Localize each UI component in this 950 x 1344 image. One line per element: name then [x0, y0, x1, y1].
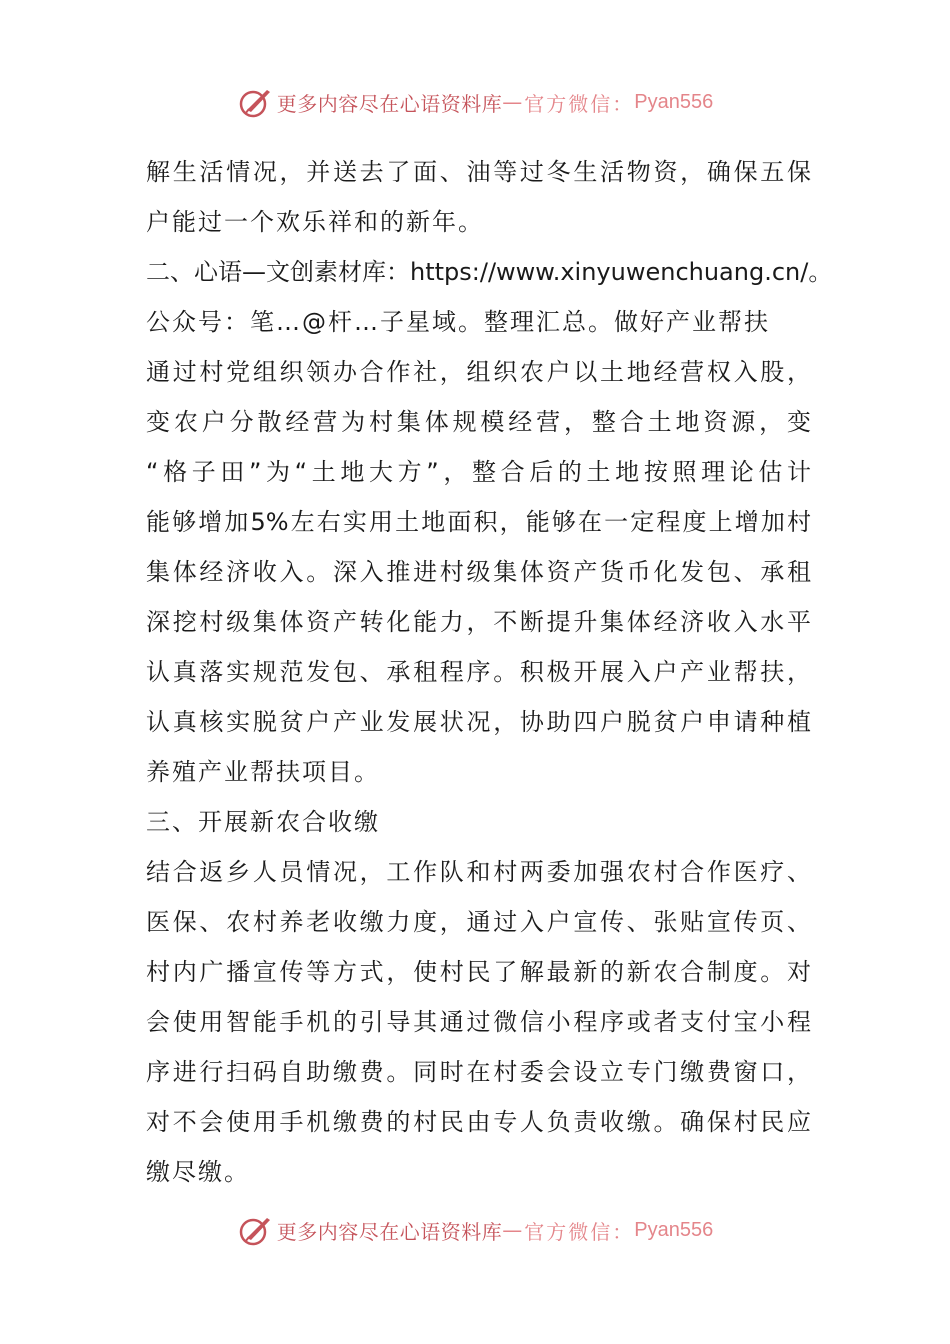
footer-banner: [0, 1208, 950, 1252]
body-line: 对不会使用手机缴费的村民由专人负责收缴。确保村民应: [146, 1108, 811, 1136]
footer-wechat-id: Pyan556: [634, 1218, 714, 1241]
body-line: 认真核实脱贫户产业发展状况，协助四户脱贫户申请种植: [146, 708, 811, 736]
body-line: 解生活情况，并送去了面、油等过冬生活物资，确保五保: [146, 158, 811, 186]
body-line: 通过村党组织领办合作社，组织农户以土地经营权入股，: [146, 358, 811, 386]
footer-wechat-label: 官方微信：: [524, 1219, 635, 1244]
header-banner: [0, 80, 950, 124]
document-body: [146, 147, 833, 1197]
body-line: 变农户分散经营为村集体规模经营，整合土地资源，变: [146, 408, 811, 436]
body-line: 会使用智能手机的引导其通过微信小程序或者支付宝小程: [146, 1008, 811, 1036]
body-line: 深挖村级集体资产转化能力，不断提升集体经济收入水平: [146, 608, 811, 636]
body-line: “格子田”为“土地大方”，整合后的土地按照理论估计: [146, 458, 811, 486]
body-line: 结合返乡人员情况，工作队和村两委加强农村合作医疗、: [146, 858, 811, 886]
header-dash: —: [502, 90, 525, 114]
quill-logo-icon: [237, 1212, 273, 1248]
quill-logo-icon: [237, 84, 273, 120]
header-main-text: 更多内容尽在心语资料库: [276, 91, 503, 116]
footer-main-text: 更多内容尽在心语资料库: [276, 1219, 503, 1244]
body-line: 集体经济收入。深入推进村级集体资产货币化发包、承租: [146, 558, 811, 586]
header-wechat-id: Pyan556: [634, 90, 714, 113]
header-wechat-label: 官方微信：: [524, 91, 635, 116]
body-line: 能够增加5%左右实用土地面积，能够在一定程度上增加村: [146, 508, 811, 536]
body-line: 医保、农村养老收缴力度，通过入户宣传、张贴宣传页、: [146, 908, 811, 936]
body-line: 二、心语—文创素材库：https://www.xinyuwenchuang.cn/。: [146, 258, 833, 286]
body-line: 认真落实规范发包、承租程序。积极开展入户产业帮扶，: [146, 658, 811, 686]
body-line: 户能过一个欢乐祥和的新年。: [146, 208, 484, 236]
body-line: 序进行扫码自助缴费。同时在村委会设立专门缴费窗口，: [146, 1058, 811, 1086]
footer-dash: —: [502, 1218, 525, 1242]
body-line: 养殖产业帮扶项目。: [146, 758, 380, 786]
body-line: 村内广播宣传等方式，使村民了解最新的新农合制度。对: [146, 958, 811, 986]
body-line: 公众号：笔…@杆…子星域。整理汇总。做好产业帮扶: [146, 308, 770, 336]
body-line: 缴尽缴。: [146, 1158, 250, 1186]
section-heading: 三、开展新农合收缴: [146, 808, 380, 836]
